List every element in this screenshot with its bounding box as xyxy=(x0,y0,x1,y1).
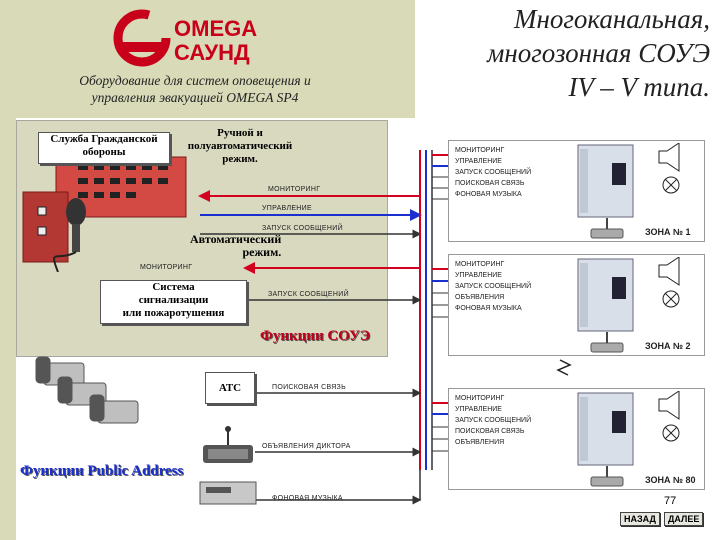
manual-line-1: Ручной и xyxy=(217,127,263,139)
back-button[interactable]: НАЗАД xyxy=(620,512,660,526)
title-line-1: Многоканальная, xyxy=(513,4,710,34)
title-line-3: IV – V типа. xyxy=(568,72,710,102)
zone-line-label: УПРАВЛЕНИЕ xyxy=(455,406,502,413)
zone-line-label: ОБЪЯВЛЕНИЯ xyxy=(455,439,505,446)
title-line-2: многозонная СОУЭ xyxy=(487,38,710,68)
zone-line-label: ФОНОВАЯ МУЗЫКА xyxy=(455,191,522,198)
msg-launch-label: ЗАПУСК СООБЩЕНИЙ xyxy=(262,225,343,232)
subtitle-line-1: Оборудование для систем оповещения и xyxy=(79,73,311,88)
zone-line-label: УПРАВЛЕНИЕ xyxy=(455,272,502,279)
monitoring-auto-label: МОНИТОРИНГ xyxy=(140,264,193,271)
control-label: УПРАВЛЕНИЕ xyxy=(262,205,312,212)
zone-name: ЗОНА № 80 xyxy=(645,475,696,485)
auto-mode-label xyxy=(190,233,281,259)
pa-functions-label: Функции Public Address xyxy=(20,463,184,479)
zone-name: ЗОНА № 1 xyxy=(645,227,691,237)
microphone-icon xyxy=(589,329,629,355)
manual-line-2: полуавтоматический xyxy=(187,140,293,152)
microphone-console-icon xyxy=(198,425,258,470)
bgm-label: ФОНОВАЯ МУЗЫКА xyxy=(272,495,343,502)
zone-block-2 xyxy=(448,254,705,356)
microphone-icon xyxy=(589,215,629,241)
zone-name: ЗОНА № 2 xyxy=(645,341,691,351)
zone-line-label: УПРАВЛЕНИЕ xyxy=(455,158,502,165)
zone-line-label: МОНИТОРИНГ xyxy=(455,395,505,402)
alarm-line-1: Система xyxy=(152,281,195,293)
amplifier-cabinet-icon xyxy=(574,257,644,337)
speaker-and-lamp-icon xyxy=(649,391,699,471)
pbx-box: АТС xyxy=(205,372,255,404)
zone-line-label: ПОИСКОВАЯ СВЯЗЬ xyxy=(455,180,525,187)
civil-defense-line-1: Служба Гражданской xyxy=(50,133,158,145)
zone-line-label: ФОНОВАЯ МУЗЫКА xyxy=(455,305,522,312)
civil-defense-line-2: обороны xyxy=(82,146,126,158)
alarm-system-box xyxy=(100,280,247,324)
logo-text-2: САУНД xyxy=(174,40,250,65)
next-button[interactable]: ДАЛЕЕ xyxy=(664,512,703,526)
music-player-icon xyxy=(198,472,258,512)
amplifier-cabinet-icon xyxy=(574,391,644,471)
zone-line-label: ЗАПУСК СООБЩЕНИЙ xyxy=(455,417,532,424)
dispatcher-label: ОБЪЯВЛЕНИЯ ДИКТОРА xyxy=(262,443,351,450)
phones-illustration xyxy=(16,355,216,465)
zone-break-icon xyxy=(558,360,570,375)
auto-line-2: режим. xyxy=(242,245,282,259)
logo-text-1: OMEGA xyxy=(174,16,258,41)
amplifier-cabinet-icon xyxy=(574,143,644,223)
zone-line-label: ПОИСКОВАЯ СВЯЗЬ xyxy=(455,428,525,435)
zone-line-label: МОНИТОРИНГ xyxy=(455,261,505,268)
zone-line-label: МОНИТОРИНГ xyxy=(455,147,505,154)
zone-line-label: ЗАПУСК СООБЩЕНИЙ xyxy=(455,283,532,290)
speaker-and-lamp-icon xyxy=(649,257,699,337)
zone-line-label: ОБЪЯВЛЕНИЯ xyxy=(455,294,505,301)
zone-block-3 xyxy=(448,388,705,490)
auto-line-1: Автоматический xyxy=(190,232,282,246)
souе-functions-label: Функции СОУЭ xyxy=(260,328,370,344)
manual-line-3: режим. xyxy=(222,153,258,165)
alarm-line-3: или пожаротушения xyxy=(122,307,225,319)
subtitle-line-2: управления эвакуацией OMEGA SP4 xyxy=(91,90,299,105)
zone-block-1 xyxy=(448,140,705,242)
zone-line-label: ЗАПУСК СООБЩЕНИЙ xyxy=(455,169,532,176)
page-number: 77 xyxy=(664,495,677,507)
msg-launch-auto-label: ЗАПУСК СООБЩЕНИЙ xyxy=(268,291,349,298)
speaker-and-lamp-icon xyxy=(649,143,699,223)
monitoring-label: МОНИТОРИНГ xyxy=(268,186,321,193)
alarm-line-2: сигнализации xyxy=(138,294,209,306)
microphone-icon xyxy=(589,463,629,489)
paging-label: ПОИСКОВАЯ СВЯЗЬ xyxy=(272,384,346,391)
